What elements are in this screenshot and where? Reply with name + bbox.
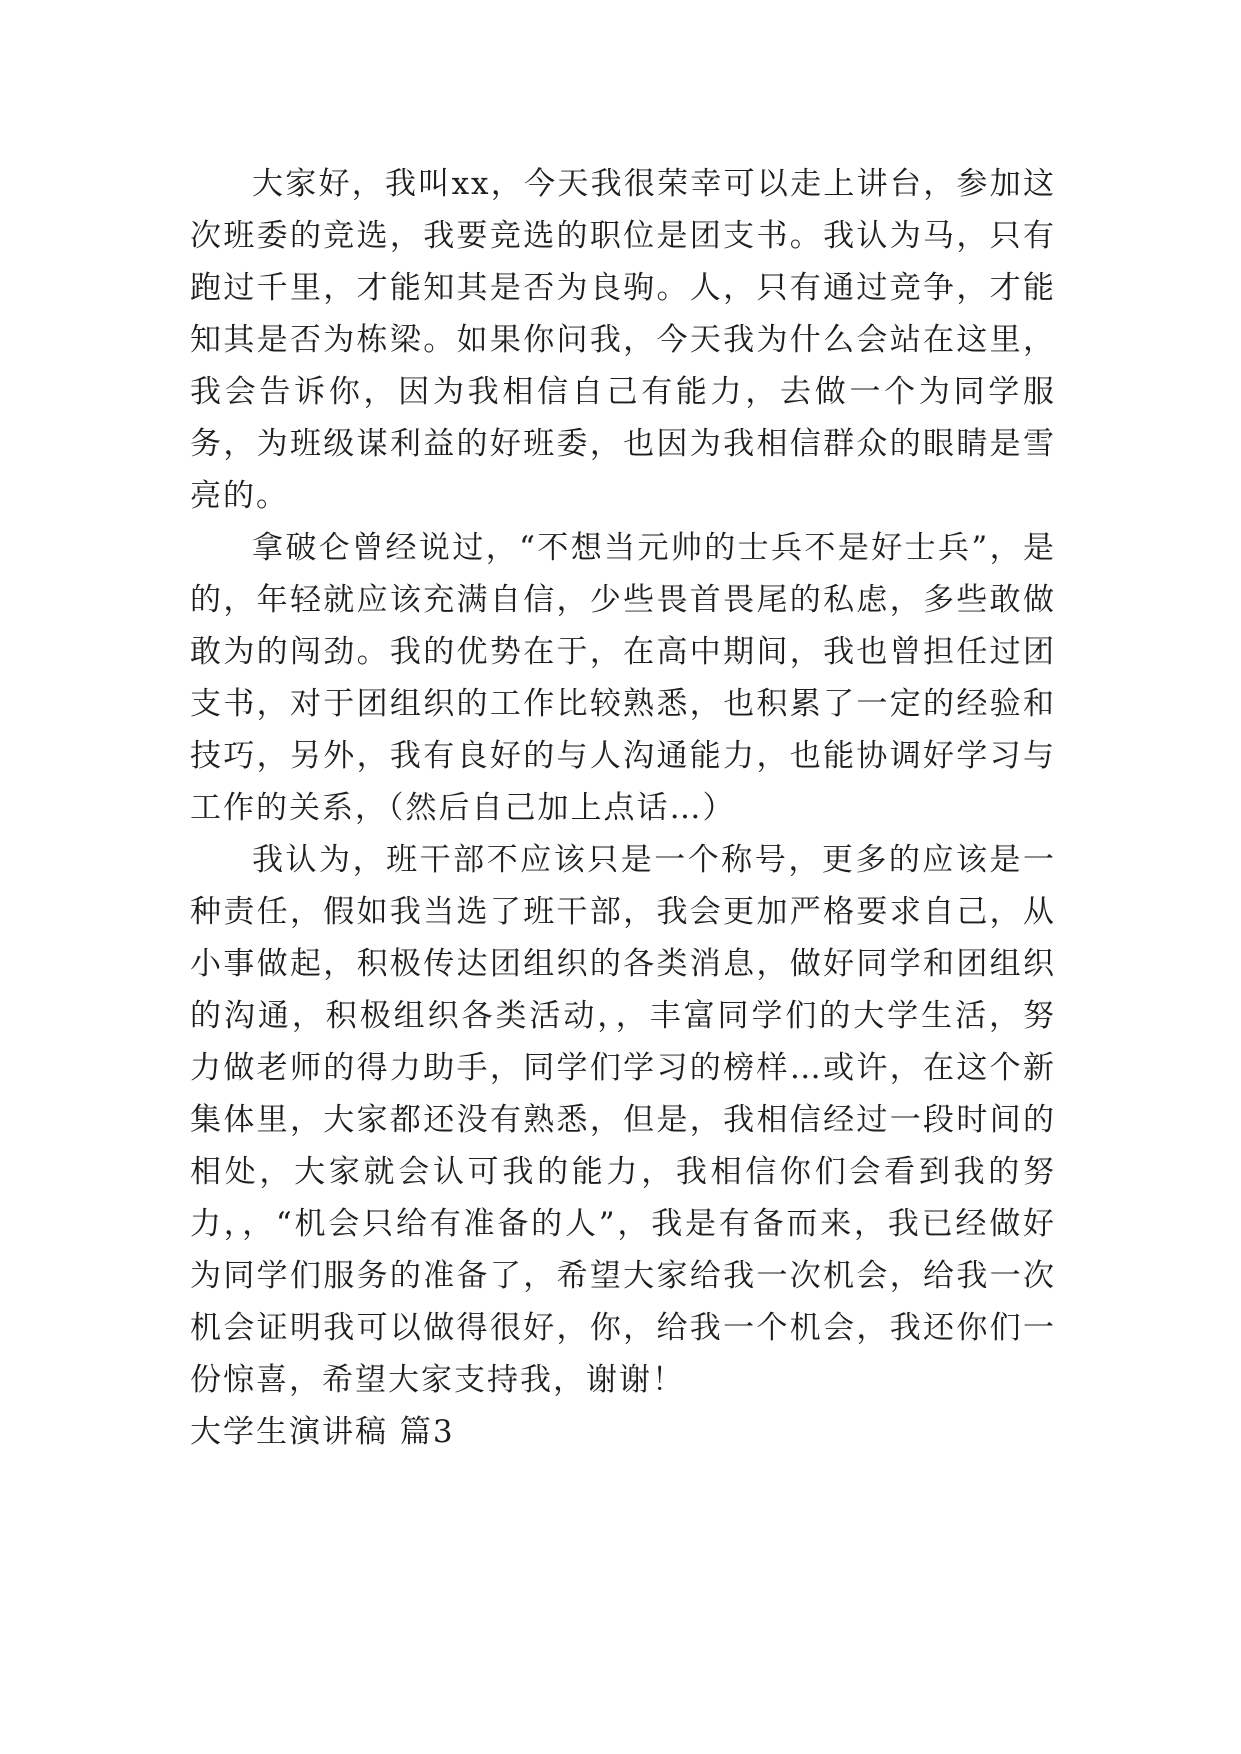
- paragraph-self-introduction: 大家好，我叫xx，今天我很荣幸可以走上讲台，参加这次班委的竞选，我要竞选的职位是团支书。我认为马，只有跑过千里，才能知其是否为良驹。人，只有通过竞争，才能知其是否为栋梁。如果你问我，今天我为什么会站在这里，我会告诉你，因为我相信自己有能力，去做一个为同学服务，为班级谋利益的好班委，也因为我相信群众的眼睛是雪亮的。: [190, 166, 1056, 514]
- document-body: [190, 158, 1056, 1458]
- section-heading: 大学生演讲稿 篇3: [190, 1414, 455, 1450]
- paragraph-advantages: 拿破仑曾经说过，“不想当元帅的士兵不是好士兵”，是的，年轻就应该充满自信，少些畏首畏尾的私虑，多些敢做敢为的闯劲。我的优势在于，在高中期间，我也曾担任过团支书，对于团组织的工作比较熟悉，也积累了一定的经验和技巧，另外，我有良好的与人沟通能力，也能协调好学习与工作的关系，（然后自己加上点话…）: [190, 530, 1056, 826]
- paragraph-commitment: 我认为，班干部不应该只是一个称号，更多的应该是一种责任，假如我当选了班干部，我会更加严格要求自己，从小事做起，积极传达团组织的各类消息，做好同学和团组织的沟通，积极组织各类活动，，丰富同学们的大学生活，努力做老师的得力助手，同学们学习的榜样…或许，在这个新集体里，大家都还没有熟悉，但是，我相信经过一段时间的相处，大家就会认可我的能力，我相信你们会看到我的努力，，“机会只给有准备的人”，我是有备而来，我已经做好为同学们服务的准备了，希望大家给我一次机会，给我一次机会证明我可以做得很好，你，给我一个机会，我还你们一份惊喜，希望大家支持我，谢谢！: [190, 842, 1056, 1398]
